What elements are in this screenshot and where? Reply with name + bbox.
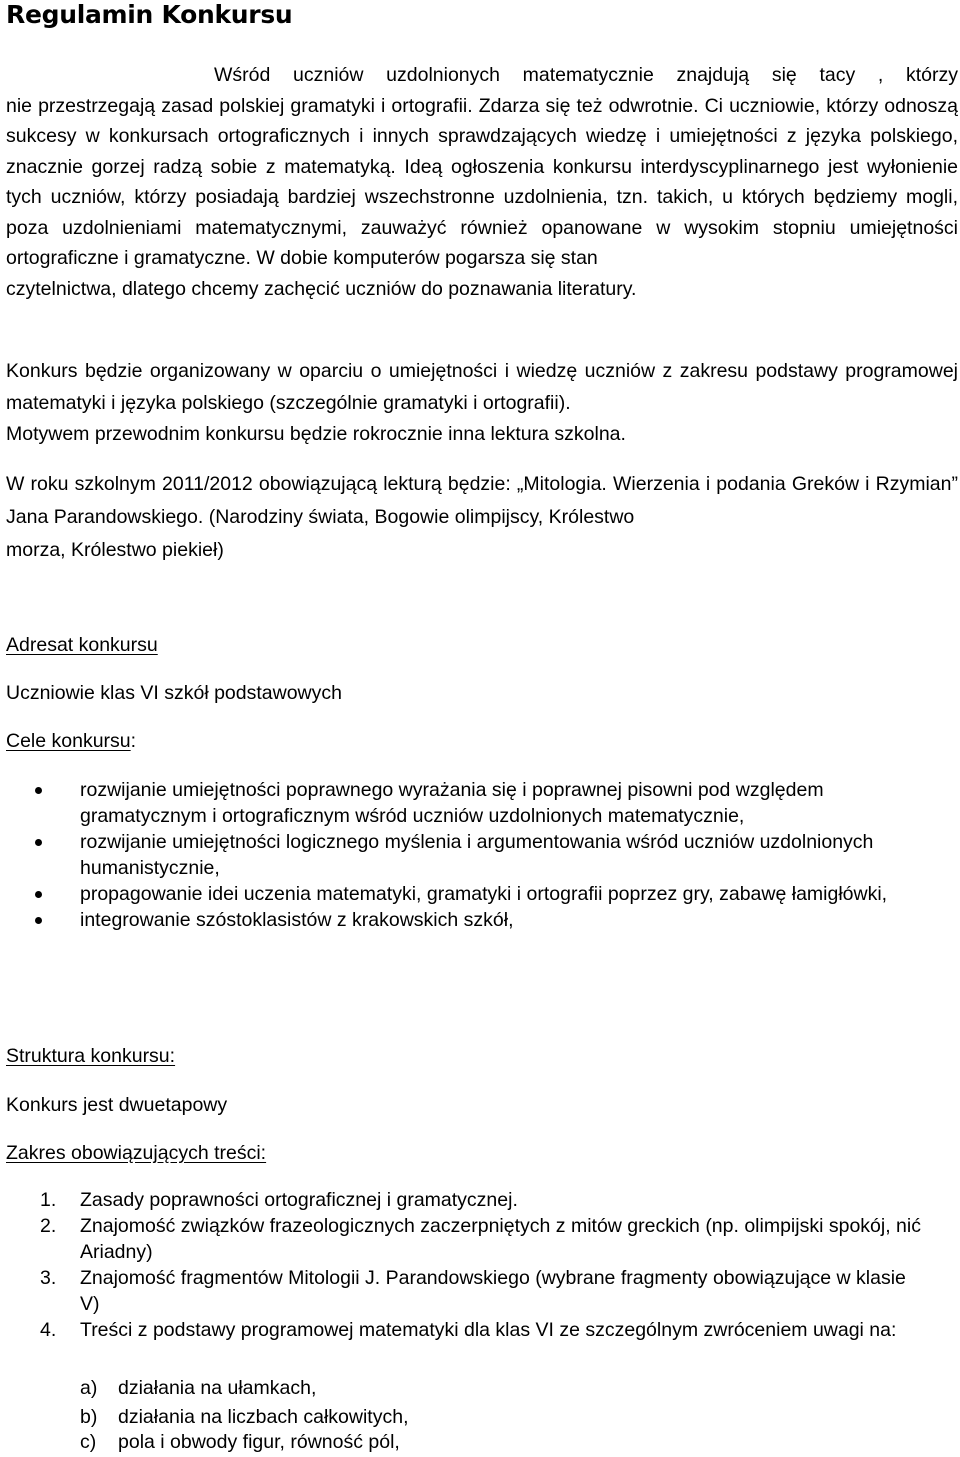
- math-subitem: [80, 1427, 400, 1457]
- goal-item: integrowanie szóstoklasistów z krakowskich szkół,: [6, 907, 926, 933]
- reading-body: W roku szkolnym 2011/2012 obowiązującą lekturą będzie: „Mitologia. Wierzenia i podania Greków i Rzymian” Jana Parandowskiego. (Narodziny świata, Bogowie olimpijscy, Królestwo: [6, 473, 958, 528]
- content-scope-list: [6, 1187, 926, 1343]
- scope-text: Znajomość fragmentów Mitologii J. Parandowskiego (wybrane fragmenty obowiązujące w klasie V): [80, 1267, 906, 1315]
- math-subitem: [80, 1373, 316, 1403]
- scope-number: 4.: [40, 1319, 57, 1341]
- intro-body: nie przestrzegają zasad polskiej gramatyki i ortografii. Zdarza się też odwrotnie. Ci uczniowie, którzy odnoszą sukcesy w konkursach ortograficznych i innych sprawdzających wiedzę i umiejętności z języka polskiego, znacznie gorzej radzą sobie z matematyką. Ideą ogłoszenia konkursu interdyscyplinarnego jest wyłonienie tych uczniów, którzy posiadają bardziej wszechstronne uzdolnienia, tzn. takich, u których będziemy mogli, poza uzdolnieniami matematycznymi, zauważyć również opanowane w wysokim stopniu umiejętności ortograficzne i gramatyczne. W dobie komputerów pogarsza się stan: [6, 94, 958, 269]
- intro-last-line: czytelnictwa, dlatego chcemy zachęcić uczniów do poznawania literatury.: [6, 277, 637, 300]
- scope-item: [6, 1265, 926, 1317]
- struktura-text: Konkurs jest dwuetapowy: [6, 1094, 228, 1116]
- scope-text: Treści z podstawy programowej matematyki dla klas VI ze szczególnym zwróceniem uwagi na:: [80, 1319, 897, 1341]
- intro-first-line-text: Wśród uczniów uzdolnionych matematycznie znajdują się tacy , którzy: [214, 64, 958, 86]
- scope-text: Zasady poprawności ortograficznej i gramatycznej.: [80, 1189, 518, 1211]
- intro-paragraph: [6, 60, 958, 304]
- organization-body: Konkurs będzie organizowany w oparciu o umiejętności i wiedzę uczniów z zakresu podstawy programowej matematyki i języka polskiego (szczególnie gramatyki i ortografii).: [6, 360, 958, 414]
- subitem-text: pola i obwody figur, równość pól,: [118, 1431, 400, 1453]
- scope-number: 3.: [40, 1267, 57, 1289]
- goals-list: [6, 777, 926, 933]
- reading-paragraph: [6, 468, 958, 567]
- scope-text: Znajomość związków frazeologicznych zaczerpniętych z mitów greckich (np. olimpijski spokój, nić Ariadny): [80, 1215, 921, 1263]
- zakres-heading: Zakres obowiązujących treści:: [6, 1142, 267, 1164]
- cele-heading: [6, 728, 136, 754]
- scope-item: [6, 1213, 926, 1265]
- intro-first-line: [6, 60, 958, 91]
- scope-item: [6, 1187, 926, 1213]
- subitem-key: b): [80, 1406, 98, 1428]
- reading-last-line: morza, Królestwo piekieł): [6, 539, 224, 561]
- goal-item: propagowanie idei uczenia matematyki, gramatyki i ortografii poprzez gry, zabawę łamigłówki,: [6, 881, 926, 907]
- cele-heading-colon: :: [130, 730, 137, 752]
- document-title: Regulamin Konkursu: [6, 0, 293, 29]
- scope-number: 1.: [40, 1189, 57, 1211]
- adresat-text: Uczniowie klas VI szkół podstawowych: [6, 682, 342, 704]
- organization-last-line: Motywem przewodnim konkursu będzie rokrocznie inna lektura szkolna.: [6, 423, 626, 445]
- scope-number: 2.: [40, 1215, 57, 1237]
- subitem-text: działania na liczbach całkowitych,: [118, 1406, 409, 1428]
- goal-item: rozwijanie umiejętności logicznego myślenia i argumentowania wśród uczniów uzdolnionych humanistycznie,: [6, 829, 926, 881]
- scope-item: [6, 1317, 926, 1343]
- struktura-heading: Struktura konkursu:: [6, 1045, 176, 1067]
- subitem-key: c): [80, 1431, 97, 1453]
- subitem-key: a): [80, 1377, 98, 1399]
- organization-paragraph: [6, 356, 958, 451]
- subitem-text: działania na ułamkach,: [118, 1377, 317, 1399]
- adresat-heading: Adresat konkursu: [6, 634, 158, 656]
- cele-heading-text: Cele konkursu: [6, 730, 131, 752]
- goal-item: rozwijanie umiejętności poprawnego wyrażania się i poprawnej pisowni pod względem gramatycznym i ortograficznym wśród uczniów uzdolnionych matematycznie,: [6, 777, 926, 829]
